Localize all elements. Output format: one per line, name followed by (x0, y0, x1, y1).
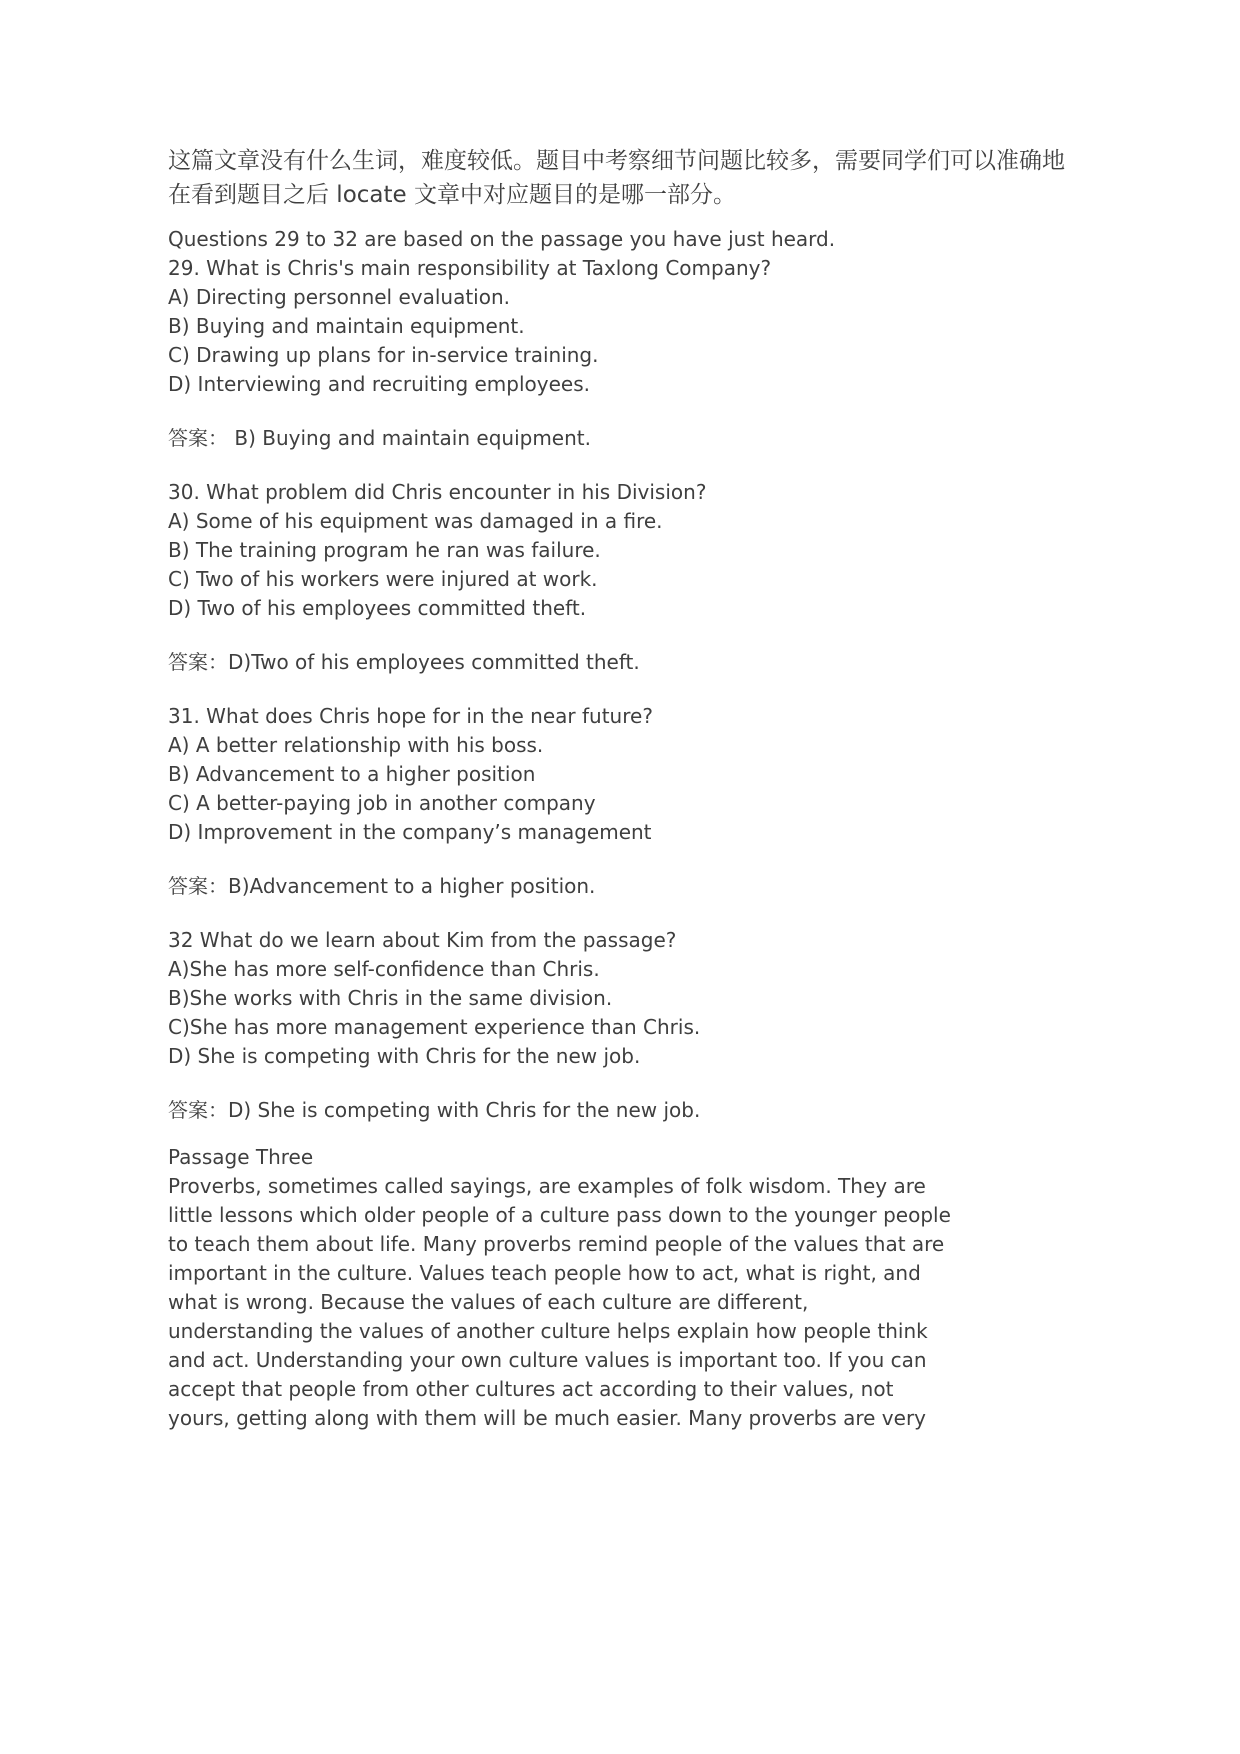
passage-line-5: what is wrong. Because the values of each culture are different, (168, 1290, 809, 1314)
question-31-option-b: B) Advancement to a higher position (168, 762, 536, 786)
answer-29-block (168, 424, 1090, 453)
answer-31-text: 答案：B)Advancement to a higher position. (168, 874, 596, 898)
question-32-option-c: C)She has more management experience than Chris. (168, 1015, 701, 1039)
passage-line-9: yours, getting along with them will be much easier. Many proverbs are very (168, 1406, 927, 1430)
passage-line-6: understanding the values of another culture helps explain how people think (168, 1319, 928, 1343)
question-32-option-d: D) She is competing with Chris for the new job. (168, 1044, 641, 1068)
question-29-text: 29. What is Chris's main responsibility at Taxlong Company? (168, 256, 772, 280)
question-31-block (168, 702, 1090, 847)
question-30-option-d: D) Two of his employees committed theft. (168, 596, 587, 620)
questions-29-32-header: Questions 29 to 32 are based on the passage you have just heard. (168, 227, 836, 251)
question-30-option-c: C) Two of his workers were injured at work. (168, 567, 598, 591)
question-32-text: 32 What do we learn about Kim from the passage? (168, 928, 677, 952)
question-31-option-a: A) A better relationship with his boss. (168, 733, 544, 757)
intro-line-2: 在看到题目之后 locate 文章中对应题目的是哪一部分。 (168, 182, 736, 208)
intro-note-cn (168, 144, 1090, 212)
passage-three-title: Passage Three (168, 1145, 314, 1169)
question-29-option-d: D) Interviewing and recruiting employees. (168, 372, 590, 396)
question-29-option-b: B) Buying and maintain equipment. (168, 314, 525, 338)
question-30-option-b: B) The training program he ran was failure. (168, 538, 601, 562)
passage-line-2: little lessons which older people of a culture pass down to the younger people (168, 1203, 951, 1227)
intro-line-1: 这篇文章没有什么生词，难度较低。题目中考察细节问题比较多，需要同学们可以准确地 (168, 148, 1065, 174)
passage-line-8: accept that people from other cultures act according to their values, not (168, 1377, 894, 1401)
answer-32-block (168, 1096, 1090, 1125)
answer-32-text: 答案：D) She is competing with Chris for the new job. (168, 1098, 701, 1122)
answer-30-block (168, 648, 1090, 677)
question-30-block (168, 478, 1090, 623)
passage-line-7: and act. Understanding your own culture values is important too. If you can (168, 1348, 927, 1372)
passage-line-1: Proverbs, sometimes called sayings, are examples of folk wisdom. They are (168, 1174, 926, 1198)
question-29-option-a: A) Directing personnel evaluation. (168, 285, 511, 309)
question-31-text: 31. What does Chris hope for in the near future? (168, 704, 653, 728)
passage-three-block (168, 1143, 1090, 1433)
question-30-option-a: A) Some of his equipment was damaged in a fire. (168, 509, 663, 533)
question-29-option-c: C) Drawing up plans for in-service training. (168, 343, 599, 367)
passage-line-4: important in the culture. Values teach people how to act, what is right, and (168, 1261, 921, 1285)
question-30-text: 30. What problem did Chris encounter in his Division? (168, 480, 707, 504)
question-29-block (168, 225, 1090, 399)
passage-line-3: to teach them about life. Many proverbs remind people of the values that are (168, 1232, 945, 1256)
answer-30-text: 答案：D)Two of his employees committed theft. (168, 650, 640, 674)
question-32-block (168, 926, 1090, 1071)
answer-31-block (168, 872, 1090, 901)
question-31-option-c: C) A better-paying job in another company (168, 791, 596, 815)
answer-29-text: 答案： B) Buying and maintain equipment. (168, 426, 591, 450)
question-32-option-a: A)She has more self-confidence than Chris. (168, 957, 600, 981)
question-31-option-d: D) Improvement in the company’s management (168, 820, 652, 844)
question-32-option-b: B)She works with Chris in the same division. (168, 986, 613, 1010)
